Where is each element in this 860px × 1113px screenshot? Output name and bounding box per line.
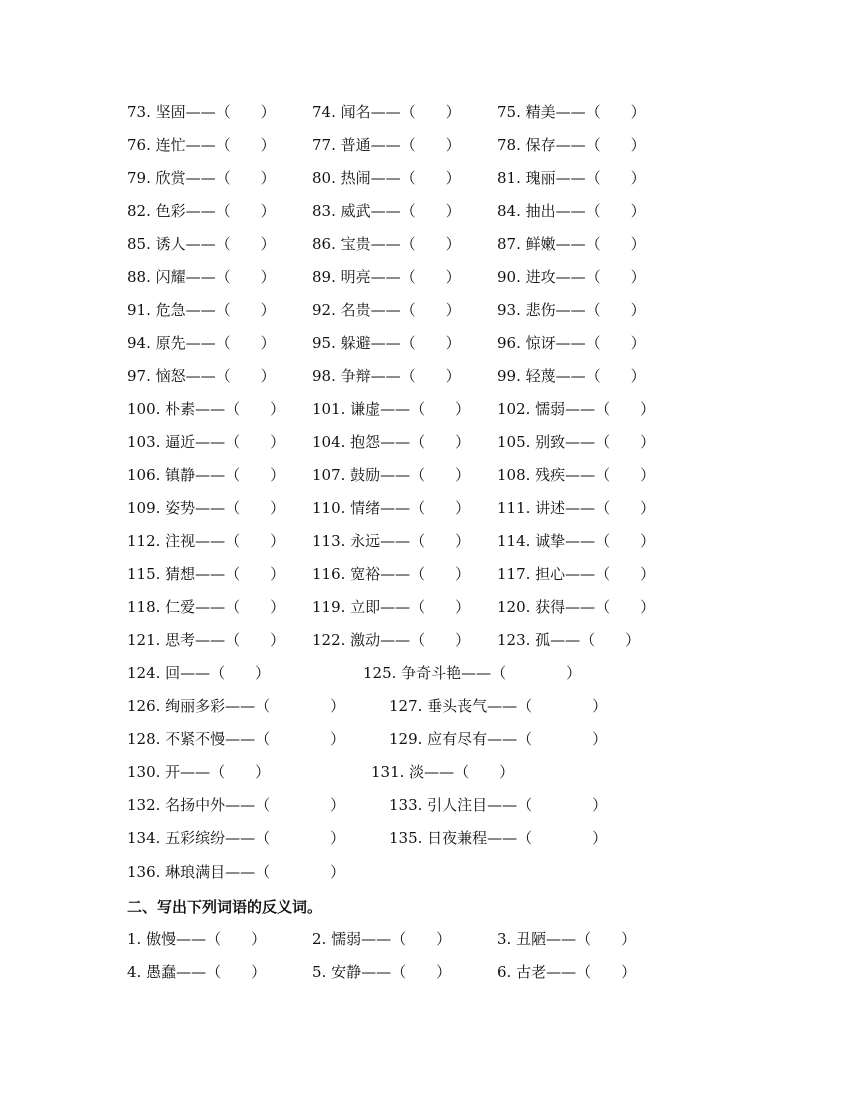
exercise-item: 95. 躲避——（ ） xyxy=(312,334,461,352)
exercise-item: 98. 争辩——（ ） xyxy=(312,367,461,385)
exercise-item: 116. 宽裕——（ ） xyxy=(312,565,471,583)
exercise-item: 126. 绚丽多彩——（ ） xyxy=(127,697,346,715)
exercise-item: 78. 保存——（ ） xyxy=(497,136,646,154)
exercise-item: 94. 原先——（ ） xyxy=(127,334,276,352)
exercise-item: 87. 鲜嫩——（ ） xyxy=(497,235,646,253)
exercise-item: 114. 诚挚——（ ） xyxy=(497,532,656,550)
exercise-item: 102. 懦弱——（ ） xyxy=(497,400,656,418)
exercise-item: 101. 谦虚——（ ） xyxy=(312,400,471,418)
exercise-item: 106. 镇静——（ ） xyxy=(127,466,286,484)
exercise-item: 100. 朴素——（ ） xyxy=(127,400,286,418)
exercise-item: 119. 立即——（ ） xyxy=(312,598,471,616)
exercise-item: 92. 名贵——（ ） xyxy=(312,301,461,319)
exercise-item: 103. 逼近——（ ） xyxy=(127,433,286,451)
exercise-item: 73. 坚固——（ ） xyxy=(127,103,276,121)
exercise-item: 2. 懦弱——（ ） xyxy=(312,930,452,948)
exercise-item: 131. 淡——（ ） xyxy=(371,763,515,781)
exercise-item: 111. 讲述——（ ） xyxy=(497,499,656,517)
exercise-item: 110. 情绪——（ ） xyxy=(312,499,471,517)
exercise-item: 125. 争奇斗艳——（ ） xyxy=(363,664,582,682)
exercise-item: 128. 不紧不慢——（ ） xyxy=(127,730,346,748)
exercise-item: 135. 日夜兼程——（ ） xyxy=(389,829,608,847)
exercise-item: 134. 五彩缤纷——（ ） xyxy=(127,829,346,847)
exercise-item: 113. 永远——（ ） xyxy=(312,532,471,550)
exercise-item: 74. 闻名——（ ） xyxy=(312,103,461,121)
exercise-item: 76. 连忙——（ ） xyxy=(127,136,276,154)
exercise-item: 107. 鼓励——（ ） xyxy=(312,466,471,484)
exercise-item: 82. 色彩——（ ） xyxy=(127,202,276,220)
section-heading: 二、写出下列词语的反义词。 xyxy=(127,898,323,916)
exercise-item: 136. 琳琅满目——（ ） xyxy=(127,863,346,881)
exercise-item: 85. 诱人——（ ） xyxy=(127,235,276,253)
exercise-item: 96. 惊讶——（ ） xyxy=(497,334,646,352)
exercise-item: 4. 愚蠢——（ ） xyxy=(127,963,267,981)
exercise-item: 88. 闪耀——（ ） xyxy=(127,268,276,286)
exercise-item: 90. 进攻——（ ） xyxy=(497,268,646,286)
exercise-item: 86. 宝贵——（ ） xyxy=(312,235,461,253)
exercise-item: 115. 猜想——（ ） xyxy=(127,565,286,583)
exercise-item: 79. 欣赏——（ ） xyxy=(127,169,276,187)
exercise-item: 108. 残疾——（ ） xyxy=(497,466,656,484)
exercise-item: 77. 普通——（ ） xyxy=(312,136,461,154)
exercise-item: 109. 姿势——（ ） xyxy=(127,499,286,517)
exercise-item: 112. 注视——（ ） xyxy=(127,532,286,550)
exercise-item: 120. 获得——（ ） xyxy=(497,598,656,616)
exercise-item: 124. 回——（ ） xyxy=(127,664,271,682)
exercise-item: 93. 悲伤——（ ） xyxy=(497,301,646,319)
exercise-item: 81. 瑰丽——（ ） xyxy=(497,169,646,187)
exercise-item: 121. 思考——（ ） xyxy=(127,631,286,649)
exercise-item: 91. 危急——（ ） xyxy=(127,301,276,319)
exercise-item: 130. 开——（ ） xyxy=(127,763,271,781)
exercise-item: 118. 仁爱——（ ） xyxy=(127,598,286,616)
exercise-item: 123. 孤——（ ） xyxy=(497,631,641,649)
exercise-item: 3. 丑陋——（ ） xyxy=(497,930,637,948)
exercise-item: 83. 威武——（ ） xyxy=(312,202,461,220)
exercise-item: 117. 担心——（ ） xyxy=(497,565,656,583)
exercise-item: 127. 垂头丧气——（ ） xyxy=(389,697,608,715)
exercise-item: 132. 名扬中外——（ ） xyxy=(127,796,346,814)
exercise-item: 104. 抱怨——（ ） xyxy=(312,433,471,451)
exercise-item: 80. 热闹——（ ） xyxy=(312,169,461,187)
exercise-item: 122. 激动——（ ） xyxy=(312,631,471,649)
exercise-item: 75. 精美——（ ） xyxy=(497,103,646,121)
exercise-item: 105. 别致——（ ） xyxy=(497,433,656,451)
exercise-item: 99. 轻蔑——（ ） xyxy=(497,367,646,385)
exercise-item: 5. 安静——（ ） xyxy=(312,963,452,981)
exercise-item: 89. 明亮——（ ） xyxy=(312,268,461,286)
exercise-item: 129. 应有尽有——（ ） xyxy=(389,730,608,748)
exercise-item: 6. 古老——（ ） xyxy=(497,963,637,981)
exercise-item: 97. 恼怒——（ ） xyxy=(127,367,276,385)
exercise-item: 133. 引人注目——（ ） xyxy=(389,796,608,814)
exercise-item: 84. 抽出——（ ） xyxy=(497,202,646,220)
exercise-item: 1. 傲慢——（ ） xyxy=(127,930,267,948)
